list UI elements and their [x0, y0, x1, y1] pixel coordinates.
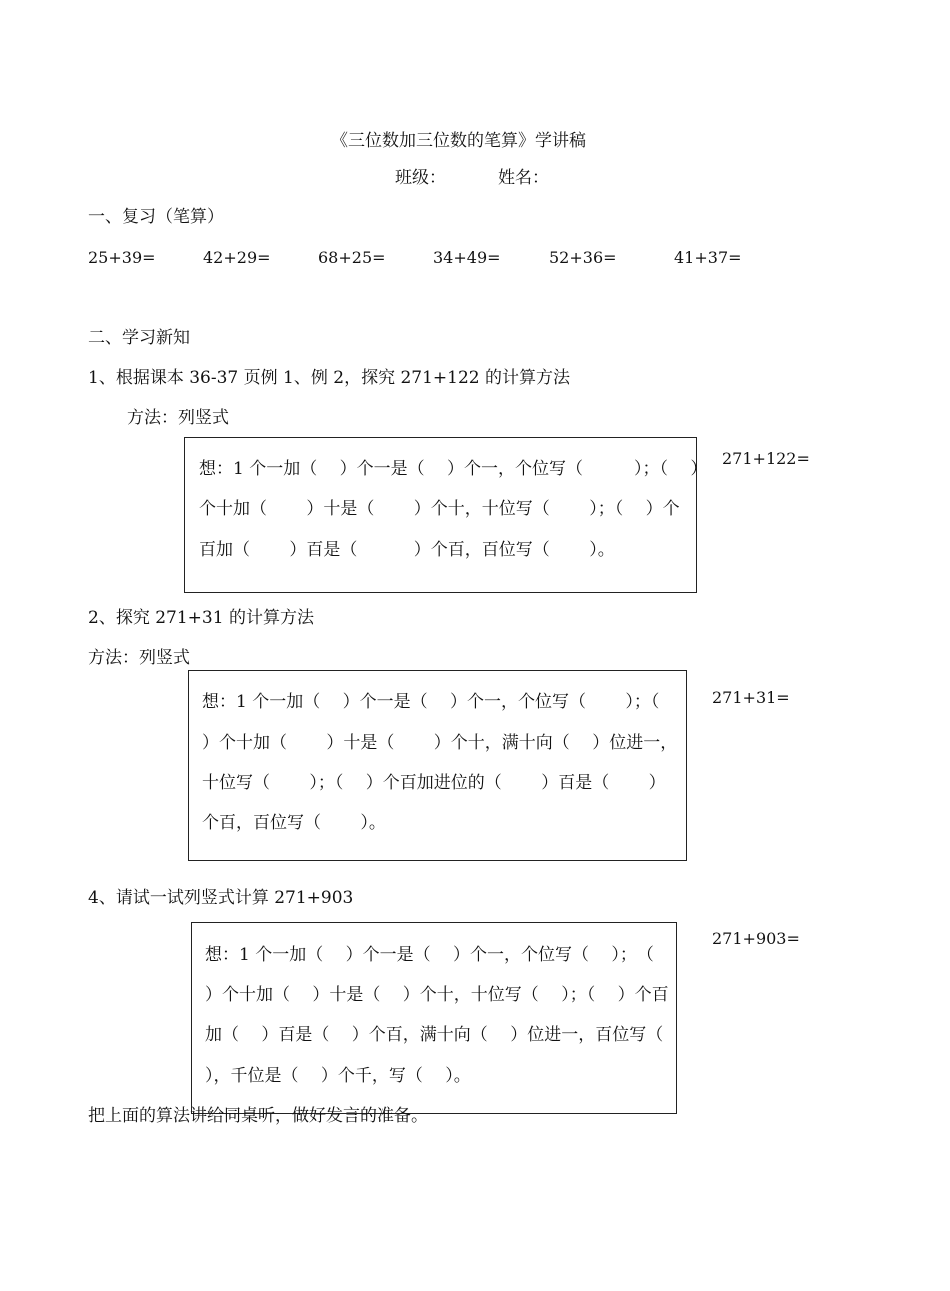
review-problem: 68+25= — [318, 248, 386, 267]
item1-method: 方法：列竖式 — [127, 408, 229, 428]
page-title: 《三位数加三位数的笔算》学讲稿 — [331, 131, 586, 151]
item2-method: 方法：列竖式 — [88, 648, 190, 668]
item1-box-line: 个十加（ ）十是（ ）个十，十位写（ ）；（ ）个 — [199, 499, 680, 519]
item4-box-line: 想：1 个一加（ ）个一是（ ）个一，个位写（ ）； （ — [205, 945, 654, 965]
review-problem: 34+49= — [433, 248, 501, 267]
item4-equation: 271+903= — [712, 929, 800, 948]
section2-heading: 二、学习新知 — [88, 328, 190, 348]
item2-box-line: 十位写（ ）；（ ）个百加进位的（ ）百是（ ） — [202, 773, 666, 793]
review-problem: 42+29= — [203, 248, 271, 267]
footer-note: 把上面的算法讲给同桌听，做好发言的准备。 — [88, 1106, 428, 1126]
item4-box-line: ），千位是（ ）个千，写（ ）。 — [205, 1066, 471, 1086]
section1-heading: 一、复习（笔算） — [88, 207, 224, 227]
review-problem: 41+37= — [674, 248, 742, 267]
class-label: 班级： — [395, 168, 446, 188]
item2-box-line: ）个十加（ ）十是（ ）个十，满十向（ ）位进一， — [202, 733, 678, 753]
item1-box-line: 想：1 个一加（ ）个一是（ ）个一，个位写（ ）；（ ） — [199, 459, 708, 479]
item1-equation: 271+122= — [722, 449, 810, 468]
item1-text: 1、根据课本 36-37 页例 1、例 2，探究 271+122 的计算方法 — [88, 368, 571, 388]
item4-text: 4、请试一试列竖式计算 271+903 — [88, 888, 354, 908]
review-problem: 52+36= — [549, 248, 617, 267]
item1-box-line: 百加（ ）百是（ ）个百，百位写（ ）。 — [199, 540, 615, 560]
item2-box-line: 个百，百位写（ ）。 — [202, 813, 386, 833]
item4-box-line: ）个十加（ ）十是（ ）个十，十位写（ ）；（ ）个百 — [205, 985, 669, 1005]
review-problem: 25+39= — [88, 248, 156, 267]
item2-text: 2、探究 271+31 的计算方法 — [88, 608, 314, 628]
item4-box-line: 加（ ）百是（ ）个百，满十向（ ）位进一，百位写（ — [205, 1025, 664, 1045]
item2-equation: 271+31= — [712, 688, 790, 707]
name-label: 姓名： — [498, 168, 549, 188]
item2-box-line: 想：1 个一加（ ）个一是（ ）个一，个位写（ ）；（ — [202, 692, 660, 712]
